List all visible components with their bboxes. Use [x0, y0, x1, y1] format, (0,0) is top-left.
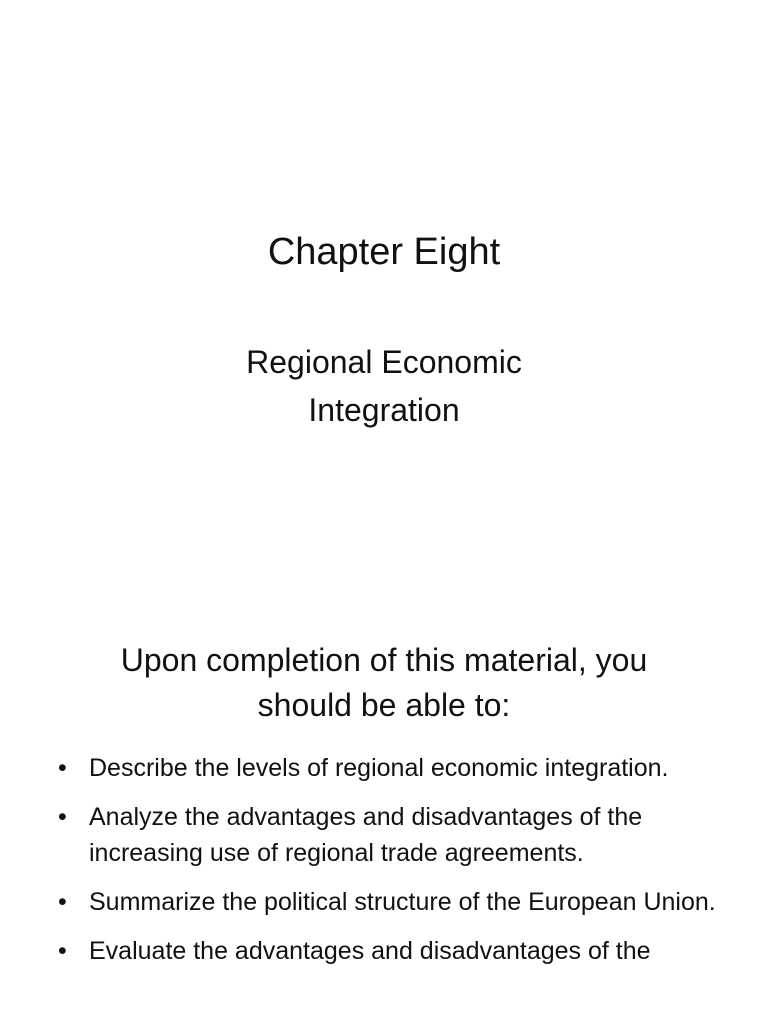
objective-text: Analyze the advantages and disadvantages of the increasing use of regional trade agreements. — [89, 803, 643, 867]
objectives-heading-line-2: should be able to: — [257, 687, 511, 723]
objectives-heading — [0, 638, 768, 728]
objectives-heading-line-1: Upon completion of this material, you — [120, 642, 648, 678]
objective-item — [58, 799, 718, 871]
bullet-icon: • — [58, 888, 67, 916]
chapter-title: Chapter Eight — [267, 231, 501, 273]
bullet-icon: • — [58, 803, 67, 831]
chapter-subtitle — [0, 338, 768, 434]
chapter-subtitle-line-2: Integration — [308, 392, 460, 428]
objectives-list — [58, 750, 718, 982]
chapter-subtitle-line-1: Regional Economic — [246, 344, 522, 380]
objective-text: Evaluate the advantages and disadvantages of the — [89, 937, 651, 965]
objective-item — [58, 933, 718, 969]
objective-text: Describe the levels of regional economic integration. — [89, 754, 669, 782]
bullet-icon: • — [58, 937, 67, 965]
bullet-icon: • — [58, 754, 67, 782]
objective-item — [58, 750, 718, 786]
objective-text: Summarize the political structure of the European Union. — [89, 888, 716, 916]
objective-item — [58, 884, 718, 920]
